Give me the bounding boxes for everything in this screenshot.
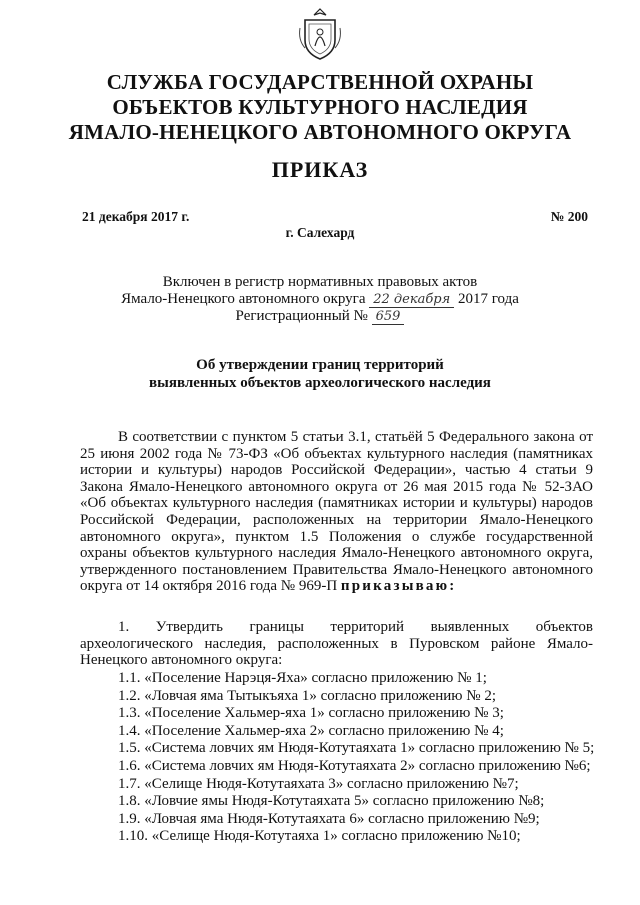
document-city: г. Салехард bbox=[285, 225, 355, 240]
agency-title-line-1: СЛУЖБА ГОСУДАРСТВЕННОЙ ОХРАНЫ bbox=[106, 70, 534, 94]
document-number: № 200 bbox=[550, 209, 588, 224]
list-item: 1.2. «Ловчая яма Тытыкъяха 1» согласно приложению № 2; bbox=[118, 687, 496, 704]
coat-of-arms-emblem bbox=[296, 6, 344, 62]
list-item: 1.3. «Поселение Хальмер-яха 1» согласно приложению № 3; bbox=[118, 705, 504, 722]
subject-line-2: выявленных объектов археологического наследия bbox=[149, 375, 491, 391]
document-date: 21 декабря 2017 г. bbox=[82, 209, 190, 224]
document-type: ПРИКАЗ bbox=[271, 157, 369, 182]
item-1-paragraph: 1. Утвердить границы территорий выявленных объектов археологического наследия, расположенных в Пуровском районе Ямало-Ненецкого автономного округа: bbox=[80, 619, 593, 669]
list-item: 1.4. «Поселение Хальмер-яха 2» согласно приложению № 4; bbox=[118, 722, 504, 739]
handwritten-registration-date: 22 декабря bbox=[369, 292, 454, 308]
registration-line-3 bbox=[0, 308, 640, 325]
list-item: 1.10. «Селище Нюдя-Котутаяха 1» согласно приложению №10; bbox=[118, 828, 521, 845]
preamble-text: В соответствии с пунктом 5 статьи 3.1, статьёй 5 Федерального закона от 25 июня 2002 года № 73-ФЗ «Об объектах культурного наследия (памятниках истории и культуры) народов Российской Федерации», частью 4 статьи 9 Закона Ямало-Ненецкого автономного округа от 26 мая 2015 года № 52-ЗАО «Об объектах культурного наследия (памятниках истории и культуры) народов Российской Федерации, расположенных на территории Ямало-Ненецкого автономного округа», пунктом 1.5 Положения о службе государственной охраны объектов культурного наследия Ямало-Ненецкого автономного округа, утвержденного постановлением Правительства Ямало-Ненецкого автономного округа от 14 октября 2016 года № 969-П bbox=[80, 429, 593, 595]
list-item: 1.8. «Ловчие ямы Нюдя-Котутаяхата 5» согласно приложению №8; bbox=[118, 793, 545, 810]
registration-region: Ямало-Ненецкого автономного округа bbox=[121, 291, 366, 307]
subject-line-1: Об утверждении границ территорий bbox=[196, 357, 444, 373]
list-item: 1.7. «Селище Нюдя-Котутаяхата 3» согласно приложению №7; bbox=[118, 775, 519, 792]
registration-line-2 bbox=[0, 291, 640, 308]
registration-number-label: Регистрационный № bbox=[235, 308, 368, 324]
list-item: 1.5. «Система ловчих ям Нюдя-Котутаяхата 1» согласно приложению № 5; bbox=[118, 740, 595, 757]
registration-line-1: Включен в регистр нормативных правовых актов bbox=[162, 274, 478, 290]
registration-year: 2017 года bbox=[457, 291, 519, 307]
agency-title-line-2: ОБЪЕКТОВ КУЛЬТУРНОГО НАСЛЕДИЯ bbox=[112, 95, 528, 119]
annex-list bbox=[118, 670, 598, 846]
handwritten-registration-number: 659 bbox=[372, 309, 405, 325]
list-item: 1.6. «Система ловчих ям Нюдя-Котутаяхата 2» согласно приложению №6; bbox=[118, 757, 591, 774]
agency-title-line-3: ЯМАЛО-НЕНЕЦКОГО АВТОНОМНОГО ОКРУГА bbox=[68, 120, 572, 144]
list-item: 1.1. «Поселение Нарэця-Яха» согласно приложению № 1; bbox=[118, 670, 487, 686]
preamble-paragraph bbox=[80, 429, 593, 595]
list-item: 1.9. «Ловчая яма Нюдя-Котутаяхата 6» согласно приложению №9; bbox=[118, 810, 540, 827]
decree-word: приказываю: bbox=[340, 578, 457, 595]
